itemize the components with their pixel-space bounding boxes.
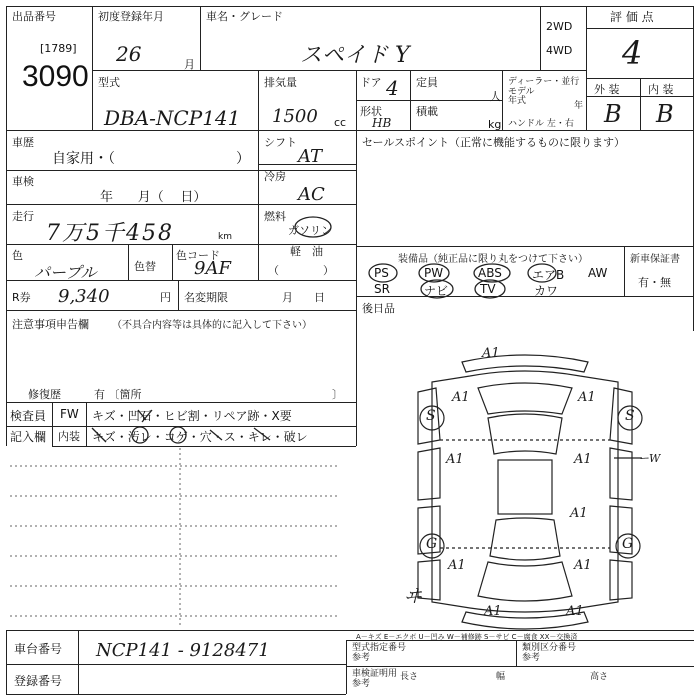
doors-value: 4 [386, 76, 399, 100]
equip-navi: ナビ [424, 284, 449, 298]
handle-label: ハンドル 左・右 [508, 119, 574, 129]
equipment-label: 装備品（純正品に限り丸をつけて下さい） [398, 254, 588, 265]
inspection-value: 年 月（ 日） [100, 190, 207, 205]
interior-check-label: 内装 [58, 430, 80, 443]
mark-left-door: A1 [446, 452, 464, 467]
equip-leather: カワ [534, 284, 559, 298]
capacity-label: 定員 [416, 76, 438, 89]
mark-front-left: A1 [452, 390, 470, 405]
model-value: DBA-NCP141 [104, 106, 241, 130]
chassis-value: NCP141 - 9128471 [96, 640, 270, 661]
height-label: 高さ [590, 672, 609, 682]
person-unit: 人 [490, 90, 501, 103]
disp-value: 1500 [272, 106, 318, 127]
lot-number: 3090 [22, 60, 89, 93]
disp-label: 排気量 [264, 76, 297, 89]
rear-window [490, 518, 560, 560]
fuel-label: 燃料 [264, 210, 286, 223]
recycle-label: R券 [12, 291, 31, 304]
cert-label: 車検証明用 参考 [352, 669, 398, 689]
kg-unit: kg [488, 118, 502, 131]
mark-spare: ヰ [404, 586, 422, 607]
warranty-value: 有・無 [638, 276, 671, 289]
mark-wheel-fl: S [426, 408, 436, 424]
history-value: 自家用・（ [52, 151, 115, 167]
lot-code: [1789] [40, 42, 77, 55]
length-label: 長さ [400, 672, 419, 682]
interior-grade: B [656, 100, 674, 128]
notes-label: 注意事項申告欄 [12, 318, 89, 331]
reg-label: 登録番号 [14, 674, 63, 688]
exterior-grade: B [604, 100, 622, 128]
exterior-label: 外 装 [594, 83, 620, 96]
mark-rear-right: A1 [566, 604, 584, 619]
right-front-door [610, 448, 632, 500]
right-rear-fender [610, 560, 632, 600]
name-change-value: 月 日 [282, 291, 325, 304]
equip-airbag: エアB [532, 268, 565, 282]
color-label: 色 [12, 249, 23, 262]
front-bumper [462, 355, 588, 372]
shape-label: 形状 [360, 105, 382, 118]
fuel-paren: （ ） [268, 264, 334, 277]
equip-tv: TV [480, 282, 496, 296]
repair-value: 有 〔箇所 [94, 388, 142, 401]
grade-label: 評 価 点 [610, 10, 654, 24]
history-paren: ） [236, 151, 250, 167]
model-year-label: モデル 年式 [508, 87, 535, 106]
equip-sr: SR [374, 282, 390, 296]
color-code-label: 色コード [176, 249, 220, 262]
postfix-label: 後日品 [362, 302, 395, 315]
drive-4wd: 4WD [546, 44, 573, 57]
km-unit: km [218, 232, 232, 242]
ac-label: 冷房 [264, 170, 286, 183]
inspector-label: 検査員 [10, 409, 47, 423]
drive-2wd: 2WD [546, 20, 573, 33]
trunk [478, 562, 572, 601]
disp-unit: cc [334, 116, 347, 129]
repair-label: 修復歴 [28, 388, 61, 401]
model-label: 型式 [98, 76, 120, 89]
windshield [488, 414, 562, 454]
mileage-value: 7万5千458 [46, 221, 174, 246]
mark-wheel-rr: G [622, 536, 634, 552]
first-reg-year: 26 [116, 42, 142, 66]
category-label: 類別区分番号 参考 [522, 643, 577, 663]
body-outline [432, 371, 618, 612]
mark-right-rear: A1 [570, 506, 588, 521]
hood [478, 383, 572, 414]
color-change-label: 色替 [134, 260, 156, 273]
width-label: 幅 [496, 672, 506, 682]
yen-unit: 円 [160, 291, 171, 304]
mark-rear-bumper: A1 [484, 604, 502, 619]
shape-value: HB [372, 116, 392, 130]
mileage-label: 走行 [12, 210, 34, 223]
fw-items: キズ・凹石・ヒビ割・リペア跡・X要 [92, 409, 292, 423]
equip-abs: ABS [478, 266, 502, 280]
shift-label: シフト [264, 136, 297, 149]
first-reg-label: 初度登録年月 [98, 10, 164, 23]
load-label: 積載 [416, 105, 438, 118]
fuel-diesel: 軽 油 [290, 245, 323, 258]
grade-value: 4 [622, 34, 643, 72]
name-label: 車名・グレード [206, 10, 283, 23]
roof [498, 460, 552, 514]
name-value: スペイド Y [300, 43, 410, 68]
shift-value: AT [298, 146, 323, 167]
damage-legend: A－キズ E－エクボ U－凹み W－補修跡 S－サビ C－腐食 XX－交換済 [356, 633, 578, 641]
doors-label: ドア [360, 76, 382, 89]
entry-label: 記入欄 [10, 430, 47, 444]
mark-wheel-fr: S [625, 408, 635, 424]
inspection-label: 車検 [12, 175, 34, 188]
fw-label: FW [60, 407, 79, 421]
dealer-label: ディーラー・並行 [508, 77, 580, 87]
recycle-value: 9,340 [58, 286, 110, 307]
equip-aw: AW [588, 266, 608, 280]
mark-side: ーW [638, 452, 661, 465]
mark-front-bumper: A1 [482, 346, 500, 361]
repair-close: 〕 [332, 388, 343, 401]
mark-right-rear-fender: A1 [574, 558, 592, 573]
color-code-value: 9AF [194, 258, 231, 279]
color-value: パープル [34, 263, 97, 282]
mark-left-rear: A1 [448, 558, 466, 573]
warranty-label: 新車保証書 [630, 254, 680, 265]
equip-pw: PW [424, 266, 444, 280]
chassis-label: 車台番号 [14, 642, 63, 656]
mark-front-right: A1 [578, 390, 596, 405]
history-label: 車歴 [12, 136, 34, 149]
interior-items: キズ・汚レ・コゲ・穴・ス・キレ・破レ [92, 430, 308, 444]
equip-ps: PS [374, 266, 389, 280]
model-type-label: 型式指定番号 参考 [352, 643, 407, 663]
name-change-label: 名変期限 [184, 291, 228, 304]
mark-right-door: A1 [574, 452, 592, 467]
fuel-gas: ガソリン [288, 224, 332, 237]
lot-label: 出品番号 [12, 10, 56, 23]
ac-value: AC [298, 184, 325, 205]
year-unit: 年 [574, 101, 584, 111]
left-front-door [418, 448, 440, 500]
mark-wheel-rl: G [426, 536, 438, 552]
interior-label: 内 装 [648, 83, 674, 96]
notes-hint: （不具合内容等は具体的に記入して下さい） [112, 320, 312, 331]
selling-label: セールスポイント（正常に機能するものに限ります） [362, 136, 626, 149]
month-unit: 月 [184, 58, 195, 71]
